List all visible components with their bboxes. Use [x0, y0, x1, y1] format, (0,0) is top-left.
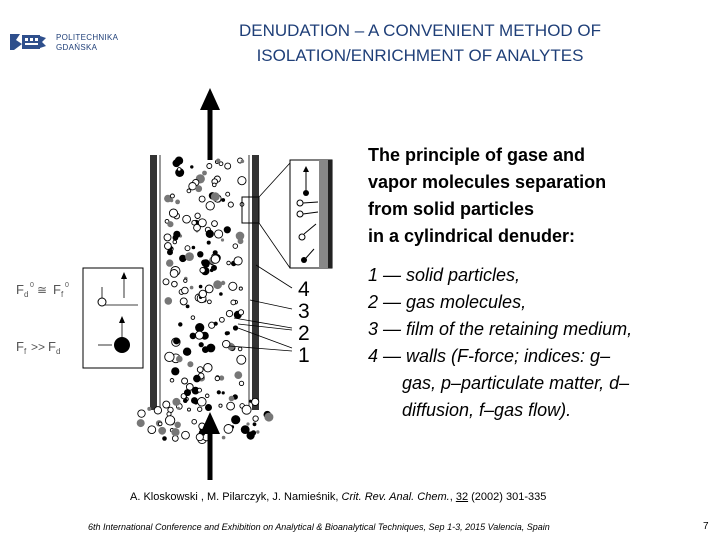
particle-dot	[183, 215, 191, 223]
particle-dot	[208, 300, 212, 304]
principle-heading	[368, 142, 698, 250]
particle-dot	[222, 436, 226, 440]
university-logo	[8, 30, 138, 54]
particle-dot	[185, 246, 190, 251]
particle-dot	[222, 391, 225, 394]
particle-dot	[180, 298, 187, 305]
particle-dot	[197, 367, 203, 373]
particle-dot	[165, 297, 173, 305]
citation-authors: A. Kloskowski , M. Pilarczyk, J. Namieśnik,	[130, 491, 342, 503]
particle-dot	[164, 234, 171, 241]
particle-dot	[206, 407, 210, 411]
particle-dot	[225, 163, 231, 169]
particle-dot	[187, 189, 191, 193]
svg-text:d: d	[56, 347, 61, 356]
legend-item-2: 2 — gas molecules,	[368, 292, 527, 312]
particle-dot	[190, 286, 194, 290]
logo-line-2: GDAŃSKA	[56, 43, 98, 52]
particle-dot	[224, 226, 231, 233]
particle-dot	[154, 407, 161, 414]
particle-dot	[213, 183, 217, 187]
svg-text:>>: >>	[31, 340, 46, 354]
force-comparison-inset	[83, 268, 143, 368]
particle-dot	[148, 426, 156, 434]
particle-dot	[242, 405, 251, 414]
particle-dot	[165, 416, 174, 425]
particle-dot	[246, 422, 249, 425]
particle-dot	[195, 331, 203, 339]
particle-dot	[195, 185, 202, 192]
particle-dot	[158, 422, 162, 426]
logo-emblem-icon	[8, 30, 48, 54]
particle-dot	[170, 379, 174, 383]
force-label-top	[16, 282, 69, 299]
particle-dot	[163, 401, 170, 408]
callout-1: 1	[298, 344, 310, 367]
particle-dot	[201, 260, 207, 266]
particle-dot	[137, 419, 145, 427]
particle-dot	[207, 241, 211, 245]
particle-dot	[239, 381, 243, 385]
particle-dot	[212, 221, 218, 227]
svg-text:d: d	[24, 290, 29, 299]
particle-dot	[199, 196, 205, 202]
particle-dot	[205, 285, 213, 293]
particle-dot	[252, 398, 259, 405]
particle-dot	[177, 168, 181, 172]
svg-text:F: F	[16, 282, 24, 297]
particle-dot	[224, 425, 233, 434]
particle-dot	[253, 416, 258, 421]
particle-dot	[200, 268, 205, 273]
particle-dot	[226, 192, 230, 196]
force-label-bottom	[16, 339, 60, 356]
particle-dot	[228, 202, 233, 207]
particle-dot	[236, 232, 245, 241]
particle-dot	[191, 397, 198, 404]
particle-dot	[186, 305, 190, 309]
particle-dot	[211, 192, 220, 201]
particle-dot	[170, 194, 174, 198]
particle-dot	[215, 376, 219, 380]
particle-dot	[147, 407, 151, 411]
callout-3: 3	[298, 300, 310, 323]
conference-footer: 6th International Conference and Exhibition on Analytical & Bioanalytical Techniques, Sep 1-3, 2015 Valencia, Spain	[88, 522, 550, 532]
particle-dot	[198, 398, 207, 407]
particle-dot	[229, 282, 237, 290]
particle-dot	[165, 243, 172, 250]
particle-dot	[170, 270, 178, 278]
particle-dot	[207, 344, 216, 353]
particle-dot	[199, 342, 204, 347]
particle-dot	[206, 202, 214, 210]
principle-line-3: from solid particles	[368, 199, 535, 219]
particle-dot	[227, 402, 235, 410]
particle-dot	[173, 159, 181, 167]
svg-text:0: 0	[65, 282, 69, 289]
logo-line-1: POLITECHNIKA	[56, 33, 119, 42]
particle-dot	[198, 388, 202, 392]
particle-dot	[199, 290, 206, 297]
citation-volume: 32	[455, 491, 469, 503]
particle-dot	[234, 371, 242, 379]
citation	[130, 490, 590, 504]
particle-dot	[170, 199, 174, 203]
particle-dot	[172, 436, 178, 442]
particle-dot	[227, 261, 231, 265]
particle-dot	[190, 165, 193, 168]
particle-dot	[138, 410, 145, 417]
legend-item-3: 3 — film of the retaining medium,	[368, 319, 633, 339]
particle-dot	[178, 322, 182, 326]
particle-dot	[158, 427, 166, 435]
particle-dot	[183, 398, 188, 403]
particle-dot	[185, 252, 194, 261]
page-number: 7	[703, 521, 709, 532]
flow-arrow-bottom-icon	[200, 412, 220, 480]
title-line-2: ISOLATION/ENRICHMENT OF ANALYTES	[256, 46, 584, 65]
particle-dot	[233, 244, 238, 249]
legend-item-1: 1 — solid particles,	[368, 265, 521, 285]
particle-dot	[195, 213, 200, 218]
particle-dot	[173, 231, 180, 238]
particle-dot	[205, 394, 209, 398]
particle-dot	[167, 221, 173, 227]
particle-dot	[233, 325, 238, 330]
svg-text:F: F	[53, 282, 61, 297]
particle-dot	[196, 434, 203, 441]
particle-dot	[194, 224, 201, 231]
principle-line-1: The principle of gase and	[368, 145, 586, 165]
particle-dot	[237, 355, 246, 364]
particle-dot	[219, 404, 222, 407]
particle-dot	[166, 259, 173, 266]
particle-dot	[191, 316, 195, 320]
particle-dot	[264, 413, 273, 422]
legend-item-4-cont-2: diffusion, f–gas flow).	[402, 400, 572, 420]
particle-dot	[175, 200, 180, 205]
particle-dot	[172, 398, 180, 406]
citation-journal: Crit. Rev. Anal. Chem.	[341, 491, 450, 503]
particle-dot	[239, 287, 242, 290]
legend-item-4-cont-1: gas, p–particulate matter, d–	[402, 373, 630, 393]
title-line-1: DENUDATION – A CONVENIENT METHOD OF	[238, 21, 602, 40]
particle-dot	[217, 390, 221, 394]
slide-title	[150, 18, 690, 68]
particle-dot	[165, 352, 174, 361]
particle-dot	[192, 246, 196, 250]
particle-dot	[229, 396, 235, 402]
particle-dot	[226, 310, 232, 316]
particle-dot	[206, 230, 214, 238]
particle-dot	[211, 265, 217, 271]
logo-text	[56, 33, 118, 53]
particle-dot	[176, 356, 183, 363]
callout-4: 4	[298, 278, 310, 301]
particle-dot	[216, 159, 220, 163]
flow-arrow-top-icon	[200, 88, 220, 160]
particle-dot	[171, 428, 179, 436]
particle-dot	[187, 361, 193, 367]
particle-dot	[256, 430, 259, 433]
particle-dot	[184, 389, 191, 396]
particle-dot	[192, 419, 197, 424]
particle-dot	[215, 230, 223, 238]
particle-dot	[238, 347, 242, 351]
particle-dot	[231, 300, 236, 305]
particle-dot	[197, 251, 203, 257]
particle-dot	[241, 425, 250, 434]
denuder-wall-left	[150, 155, 157, 410]
particle-dot	[175, 422, 181, 428]
particle-dot	[213, 280, 222, 289]
particle-dot	[199, 285, 203, 289]
citation-rest: (2002) 301-335	[468, 491, 547, 503]
principle-line-2: vapor molecules separation	[368, 172, 607, 192]
particle-dot	[169, 209, 177, 217]
particle-dot	[193, 375, 201, 383]
particle-dot	[183, 348, 191, 356]
legend-list	[368, 262, 713, 424]
particle-dot	[223, 340, 230, 347]
particle-dot	[198, 407, 202, 411]
particle-dot	[213, 250, 218, 255]
particle-dot	[171, 367, 179, 375]
svg-text:F: F	[48, 339, 56, 354]
callout-2: 2	[298, 322, 310, 345]
particle-dot	[241, 160, 245, 164]
particle-dot	[204, 364, 212, 372]
particle-dot	[253, 422, 257, 426]
svg-text:0: 0	[30, 282, 34, 289]
particle-dot	[219, 292, 223, 296]
particle-dot	[182, 431, 190, 439]
particle-dot	[163, 279, 169, 285]
particle-dot	[219, 162, 223, 166]
particle-dot	[162, 436, 167, 441]
wall-detail-inset	[290, 160, 332, 268]
particle-dot	[220, 317, 225, 322]
particle-dot	[238, 310, 243, 315]
svg-text:F: F	[16, 339, 24, 354]
particle-dot	[182, 287, 189, 294]
citation-sep: ,	[449, 491, 456, 503]
particle-dot	[221, 198, 225, 202]
particle-dot	[173, 338, 180, 345]
particle-dot	[221, 238, 224, 241]
particle-dot	[182, 378, 188, 384]
particle-dot	[238, 177, 246, 185]
denuder-diagram	[0, 82, 365, 482]
particle-dot	[184, 279, 187, 282]
svg-text:f: f	[24, 347, 27, 356]
particle-dot	[202, 171, 207, 176]
particle-dot	[188, 408, 191, 411]
particle-dot	[177, 407, 180, 410]
particle-dot	[172, 281, 178, 287]
particle-dot	[214, 322, 218, 326]
denuder-wall-right	[252, 155, 259, 410]
particle-dot	[226, 331, 230, 335]
particle-dot	[249, 400, 252, 403]
particle-dot	[207, 164, 212, 169]
particle-dot	[173, 240, 177, 244]
legend-item-4: 4 — walls (F-force; indices: g–	[368, 346, 611, 366]
particle-dot	[190, 333, 197, 340]
principle-line-4: in a cylindrical denuder:	[368, 226, 576, 246]
particle-dot	[221, 281, 225, 285]
particle-dot	[234, 257, 242, 265]
svg-text:≅: ≅	[37, 283, 48, 297]
svg-text:f: f	[61, 290, 64, 299]
particle-dot	[211, 255, 219, 263]
particle-dot	[231, 415, 240, 424]
